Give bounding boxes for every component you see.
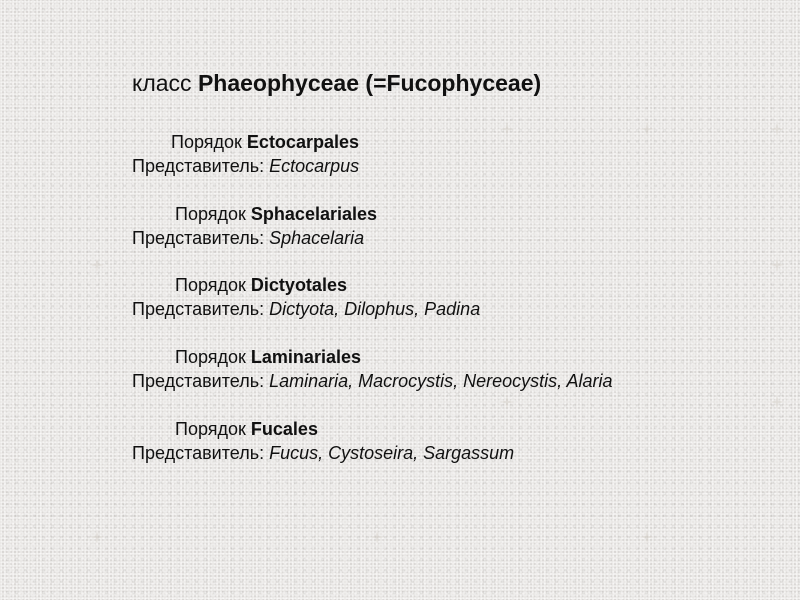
order-name: Laminariales (250, 347, 361, 367)
representative-names: Dictyota, Dilophus, Padina (269, 299, 481, 319)
representative-names: Laminaria, Macrocystis, Nereocystis, Alaria (269, 371, 613, 391)
representative-line (132, 297, 752, 321)
representative-line (132, 369, 752, 393)
order-line (132, 417, 752, 441)
representative-line (132, 226, 752, 250)
representative-line (132, 154, 752, 178)
order-block-sphacelariales (132, 202, 752, 250)
title-class-name: Phaeophyceae (=Fucophyceae) (197, 70, 542, 96)
representative-line (132, 441, 752, 465)
representative-names: Sphacelaria (269, 228, 365, 248)
sparkle-decoration (770, 258, 784, 272)
sparkle-decoration (770, 122, 784, 136)
sparkle-decoration (770, 395, 784, 409)
order-name: Ectocarpales (246, 132, 359, 152)
representative-names: Ectocarpus (269, 156, 360, 176)
order-label: Порядок (171, 132, 242, 152)
representative-label: Представитель: (132, 299, 265, 319)
sparkle-decoration (370, 530, 384, 544)
order-name: Fucales (250, 419, 318, 439)
order-block-laminariales (132, 345, 752, 393)
order-label: Порядок (175, 347, 246, 367)
order-name: Dictyotales (250, 275, 347, 295)
sparkle-decoration (90, 530, 104, 544)
order-line (132, 345, 752, 369)
order-line (132, 130, 752, 154)
order-block-ectocarpales (132, 130, 752, 178)
representative-label: Представитель: (132, 443, 265, 463)
order-line (132, 273, 752, 297)
sparkle-decoration (500, 395, 514, 409)
representative-label: Представитель: (132, 371, 265, 391)
representative-label: Представитель: (132, 156, 265, 176)
title-prefix: класс (132, 70, 192, 96)
order-label: Порядок (175, 419, 246, 439)
order-block-dictyotales (132, 273, 752, 321)
order-name: Sphacelariales (250, 204, 378, 224)
representative-label: Представитель: (132, 228, 265, 248)
representative-names: Fucus, Cystoseira, Sargassum (269, 443, 515, 463)
sparkle-decoration (640, 530, 654, 544)
order-block-fucales (132, 417, 752, 465)
order-line (132, 202, 752, 226)
order-label: Порядок (175, 204, 246, 224)
slide-title (132, 68, 541, 98)
order-label: Порядок (175, 275, 246, 295)
sparkle-decoration (90, 258, 104, 272)
